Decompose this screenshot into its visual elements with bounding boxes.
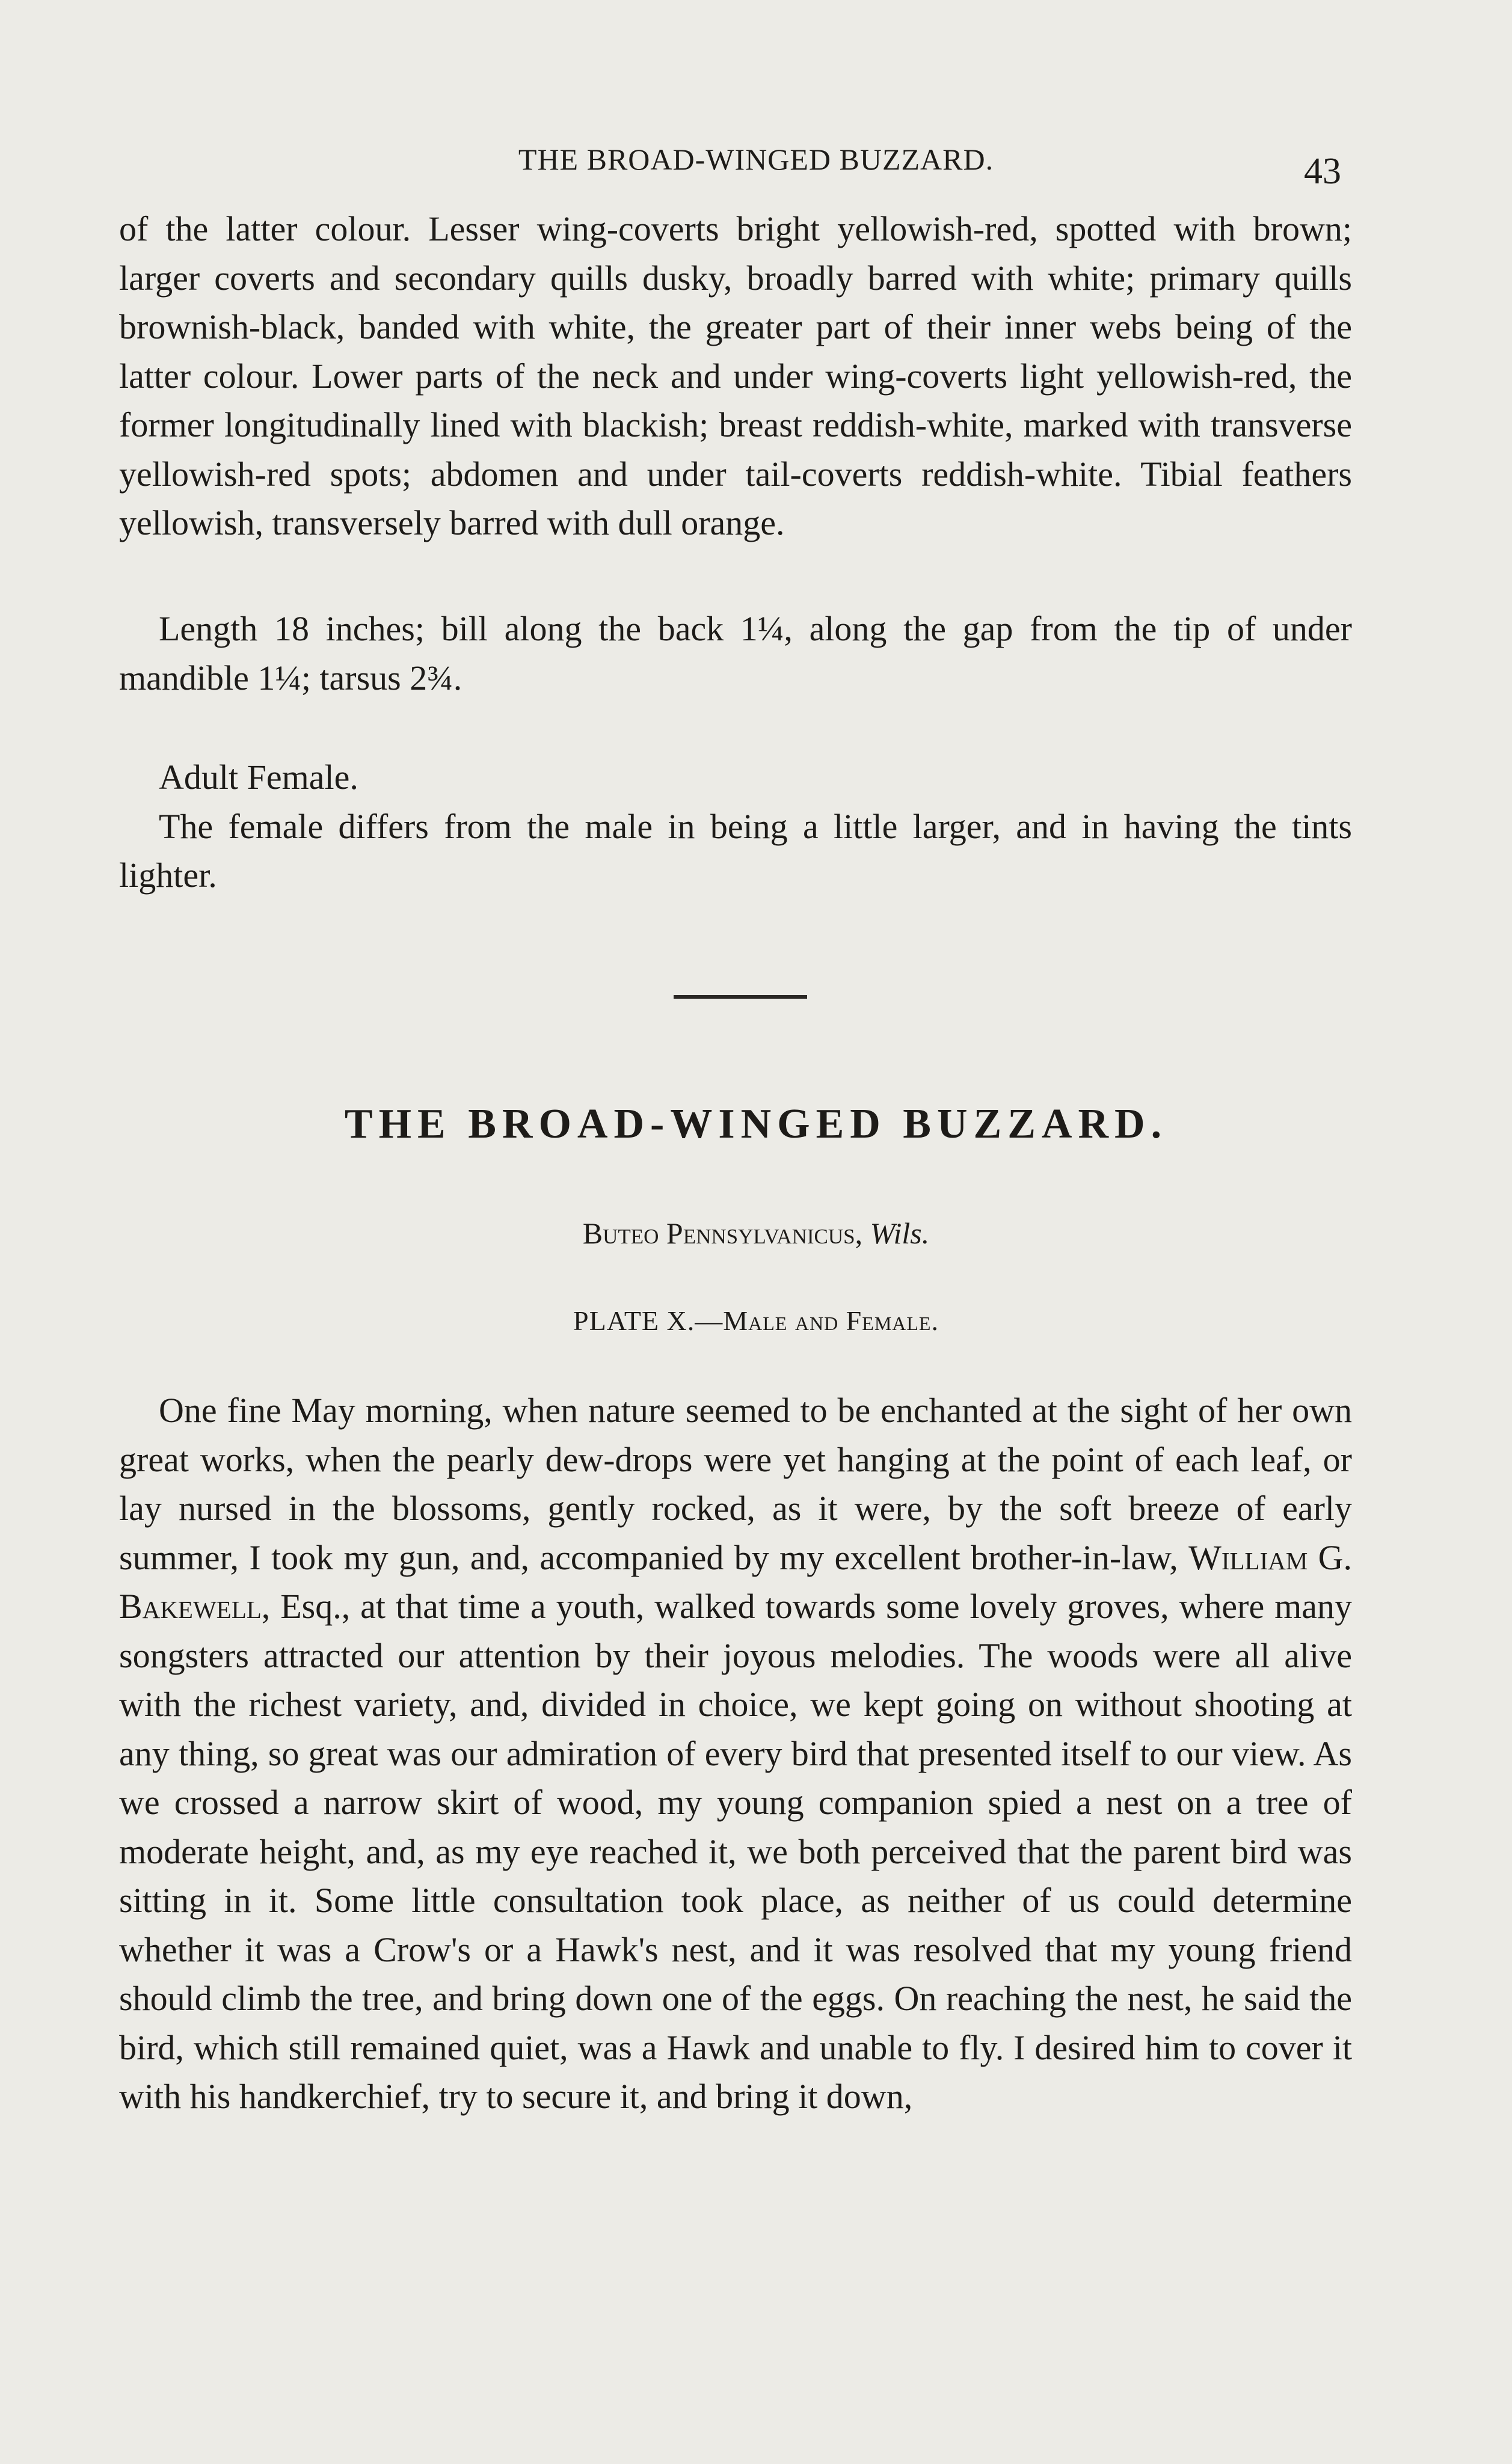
plate-caption [0,1305,1512,1337]
narrative-opening: One fine May morning, when nature seemed to be enchanted at the sight of her own great works, when the pearly dew-drops were yet hanging at the point of each leaf, or lay nursed in the blossoms, gently rocked, as it were, by the soft breeze of early summer, I took my gun, and, accompanied by my excellent brother-in-law, [119,1391,1352,1577]
running-title: THE BROAD-WINGED BUZZARD. [518,143,994,176]
latin-name [0,1216,1512,1251]
continued-description [119,204,1352,548]
plate-label: PLATE X.— [573,1305,724,1336]
measurements-paragraph: Length 18 inches; bill along the back 1¼, along the gap from the tip of under mandible 1¼; tarsus 2¾. [119,609,1352,697]
latin-author: Wils. [870,1216,930,1250]
section-divider [674,995,807,999]
section-title: THE BROAD-WINGED BUZZARD. [344,1101,1168,1147]
plate-subject: Male and Female. [723,1305,939,1336]
description-paragraph: of the latter colour. Lesser wing-coverts bright yellowish-red, spotted with brown; larger coverts and secondary quills dusky, broadly barred with white; primary quills brownish-black, banded with white, the greater part of their inner webs being of the latter colour. Lower parts of the neck and under wing-coverts light yellowish-red, the former longitudinally lined with blackish; breast reddish-white, marked with transverse yellowish-red spots; abdomen and under tail-coverts reddish-white. Tibial feathers yellowish, transversely barred with dull orange. [119,209,1352,542]
female-paragraph: The female differs from the male in being a little larger, and in having the tints lighter. [119,806,1352,895]
narrative-continuation: , Esq., at that time a youth, walked towards some lovely groves, where many songsters attracted our attention by their joyous melodies. The woods were all alive with the richest variety, and, divided in choice, we kept going on without shooting at any thing, so great was our admiration of every bird that presented itself to our view. As we crossed a narrow skirt of wood, my young companion spied a nest on a tree of moderate height, and, as my eye reached it, we both perceived that the parent bird was sitting in it. Some little consultation took place, as neither of us could determine whether it was a Crow's or a Hawk's nest, and it was resolved that my young friend should climb the tree, and bring down one of the eggs. On reaching the nest, he said the bird, which still remained quiet, was a Hawk and unable to fly. I desired him to cover it with his handkerchief, try to secure it, and bring it down, [119,1587,1352,2116]
female-heading: Adult Female. [159,758,358,797]
narrative-block [119,1386,1352,2121]
page-number: 43 [1304,151,1341,192]
person-name: William G. Bakewell [119,1537,1353,1626]
narrative-paragraph [119,1386,1352,2121]
latin-binomial: Buteo Pennsylvanicus, [582,1216,863,1250]
measurements-block [119,604,1352,702]
female-block [119,753,1352,900]
